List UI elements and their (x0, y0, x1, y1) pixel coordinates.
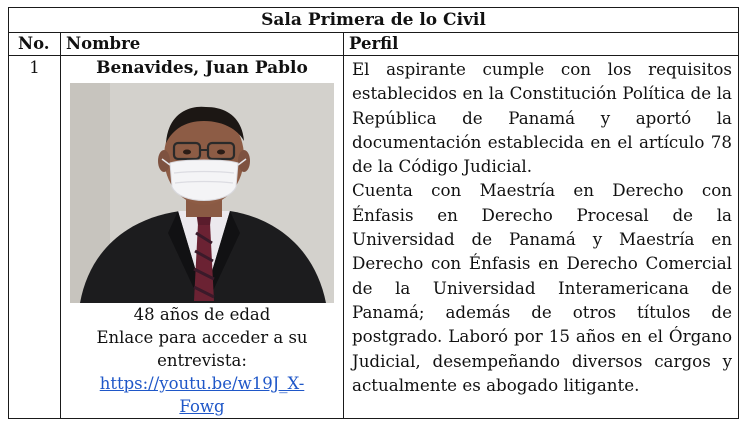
row-number: 1 (9, 56, 61, 419)
header-perfil: Perfil (344, 33, 739, 56)
interview-link-line-1[interactable]: https://youtu.be/w19J_X- (99, 374, 305, 393)
table-title-row (9, 8, 739, 33)
table-header-row (9, 33, 739, 56)
profile-cell (344, 56, 739, 419)
interview-link-line-2[interactable]: Fowg (179, 397, 225, 416)
table-row (9, 56, 739, 419)
header-no: No. (9, 33, 61, 56)
table-title: Sala Primera de lo Civil (9, 8, 739, 33)
candidate-name: Benavides, Juan Pablo (96, 58, 308, 78)
profile-paragraph-2: Cuenta con Maestría en Derecho con Énfasis en Derecho Procesal de la Universidad de Panamá y Maestría en Derecho con Énfasis en Derecho Comercial de la Universidad Interamericana de Panamá; además de otros títulos de postgrado. Laboró por 15 años en el Órgano Judicial, desempeñando diversos cargos y actualmente es abogado litigante. (352, 180, 732, 395)
profile-paragraph-1: El aspirante cumple con los requisitos establecidos en la Constitución Política de la República de Panamá y aportó la documentación establecida en el artículo 78 de la Código Judicial. (352, 59, 732, 177)
interview-label-line-2: entrevista: (157, 351, 247, 370)
header-nombre: Nombre (61, 33, 344, 56)
candidate-age: 48 años de edad (133, 305, 271, 324)
name-cell (61, 56, 344, 419)
candidates-table (8, 7, 739, 419)
interview-label-line-1: Enlace para acceder a su (96, 328, 308, 347)
candidate-photo (70, 83, 334, 303)
interview-link[interactable] (61, 372, 343, 418)
